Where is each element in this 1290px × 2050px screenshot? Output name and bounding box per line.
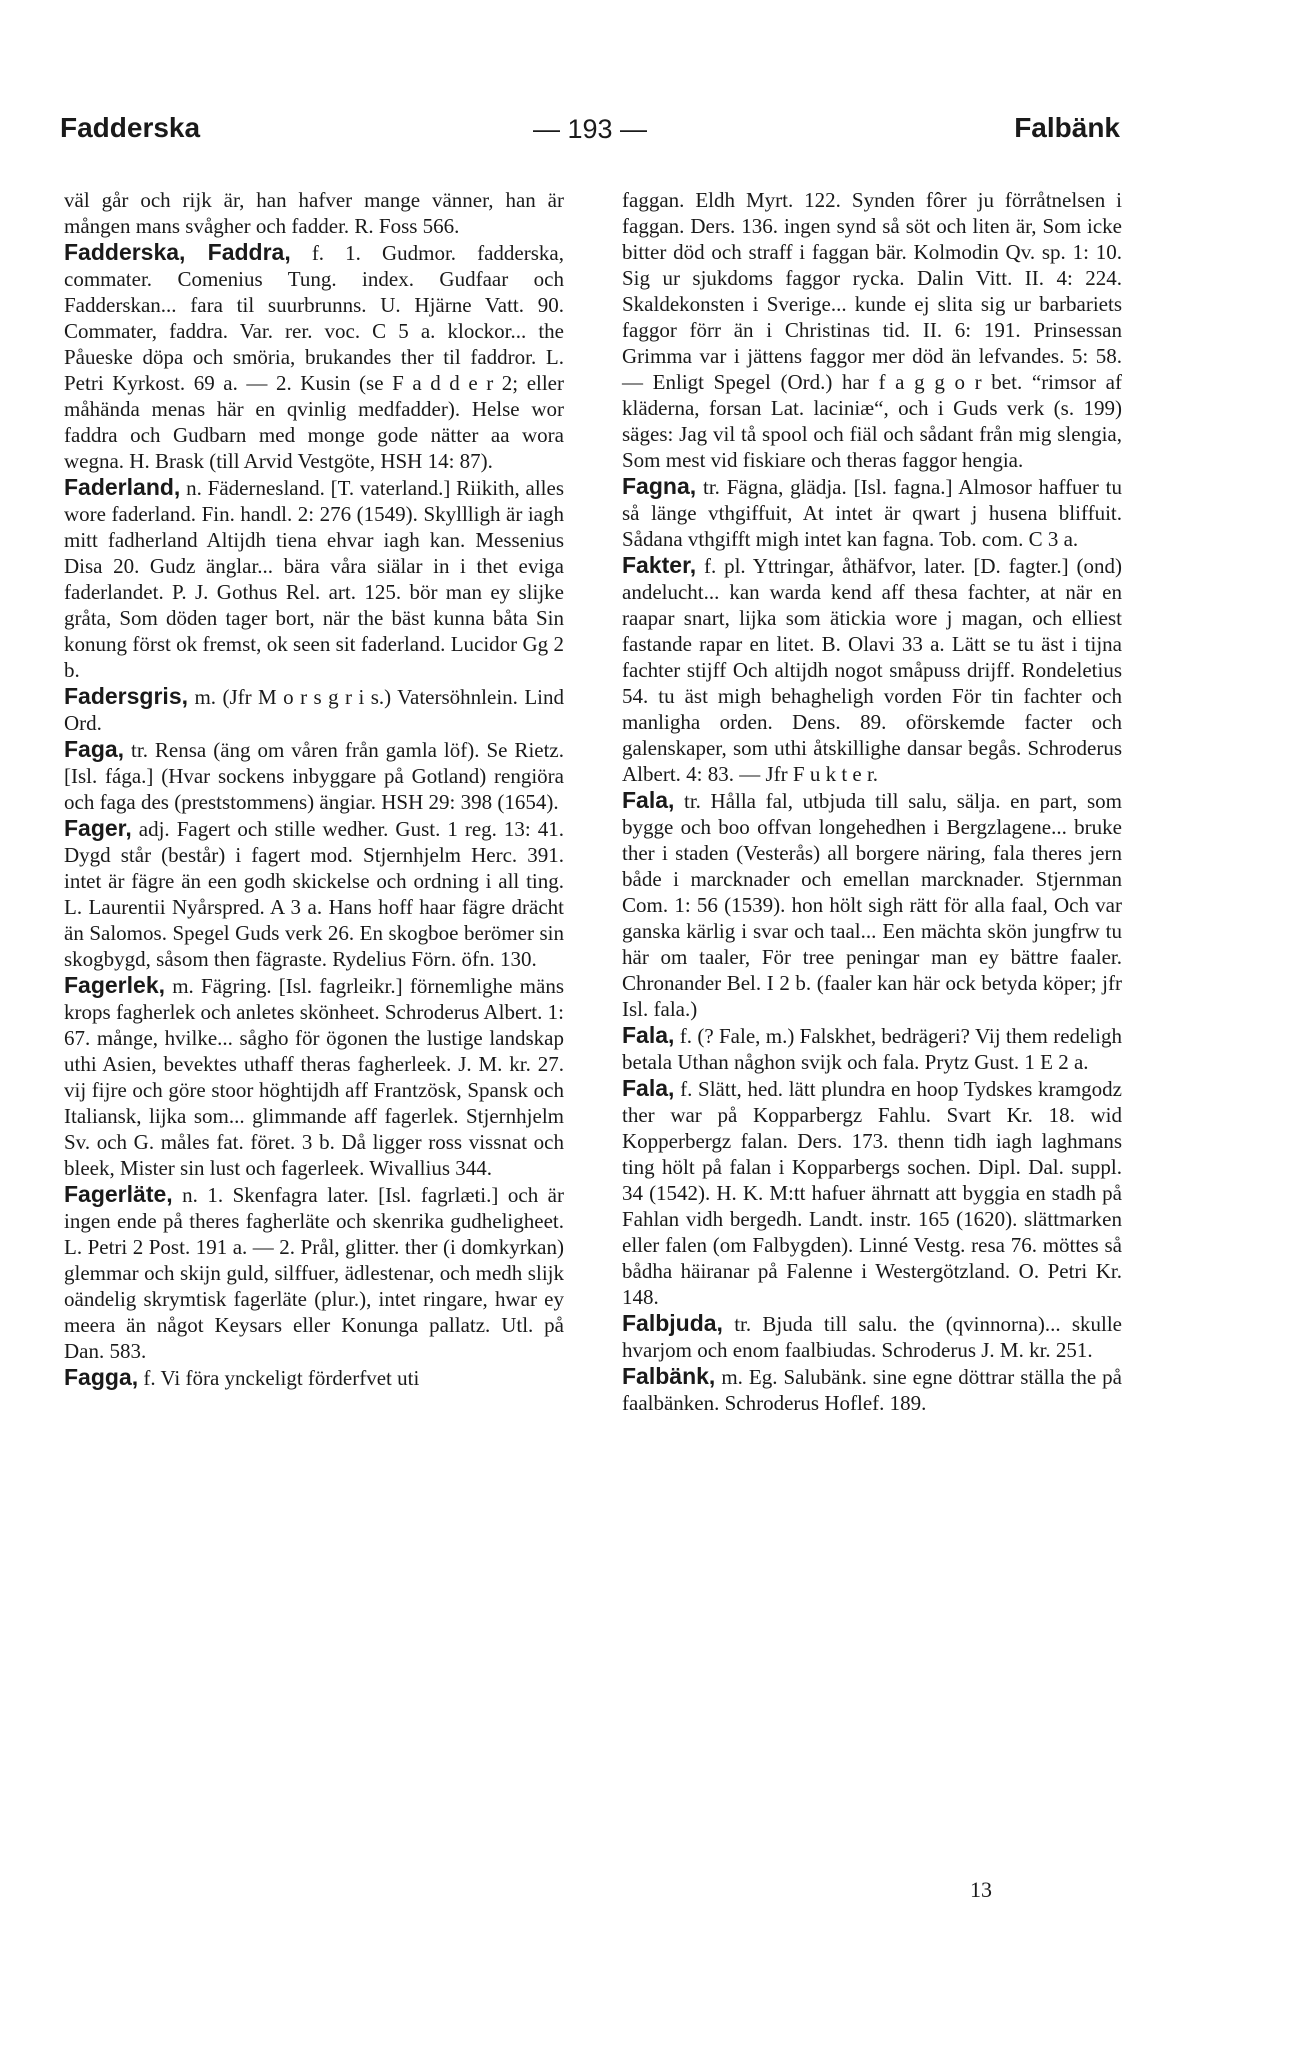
header-left-guideword: Fadderska <box>60 112 201 143</box>
entry-text: faggan. Eldh Myrt. 122. Synden fôrer ju förråtnelsen i faggan. Ders. 136. ingen synd så söt och liten är, Som icke bitter död och straff i faggan bär. Kolmodin Qv. sp. 1: 10. Sig ur sjukdoms faggor rycka. Dalin Vitt. II. 4: 224. Skaldekonsten i Sverige... kunde ej slita sig ur barbariets faggor förr än i Christinas tid. II. 6: 191. Prinsessan Grimma var i jättens faggor mer död än lefvandes. 5: 58. — Enligt Spegel (Ord.) har f a g g o r bet. “rimsor af kläderna, forsan Lat. laciniæ“, och i Guds verk (s. 199) säges: Jag vil tå spool och fiäl och sådant från mig slengia, Som mest vid fiskiare och theras faggor hengia. <box>622 188 1122 472</box>
entry-text: n. 1. Skenfagra later. [Isl. fagrlæti.] och är ingen ende på theres fagherläte och skenrika gudheligheet. L. Petri 2 Post. 191 a. — 2. Prål, glitter. ther (i domkyrkan) glemmar och skijn guld, silffuer, ädlestenar, och medh slijk oändelig skrymtisk fagerläte (plur.), intet ringare, hwar ey meera än något Keysars eller Konunga pallatz. Utl. på Dan. 583. <box>64 1183 564 1363</box>
headword: Falbänk, <box>622 1363 716 1389</box>
headword: Fagerlek, <box>64 972 165 998</box>
headword: Fagna, <box>622 473 697 499</box>
headword: Faga, <box>64 736 125 762</box>
headword: Fakter, <box>622 552 697 578</box>
entry <box>64 736 564 815</box>
page-number: — 193 — <box>532 114 648 144</box>
entry <box>64 239 564 474</box>
running-header <box>60 112 1120 152</box>
entry <box>64 186 564 239</box>
signature-mark: 13 <box>970 1877 992 1902</box>
entry-text: m. Fägring. [Isl. fagrleikr.] förnemlighe mäns krops fagherlek och anletes skönheet. Schroderus Albert. 1: 67. månge, hvilke... sågho för ögonen the lustige landskap uthi Asien, bevektes uthaff theras fagherleek. J. M. kr. 27. vij fijre och göre stoor höghtijdh aff Frantzösk, Spansk och Italiansk, lijka som... glimmande aff fagerlek. Stjernhjelm Sv. och G. måles fat. föret. 3 b. Då ligger ross vissnat och bleek, Mister sin lust och fagerleek. Wivallius 344. <box>64 974 564 1180</box>
entry <box>64 815 564 972</box>
entry-text: f. pl. Yttringar, åthäfvor, later. [D. fagter.] (ond) andelucht... kan warda kend aff thesa fachter, at när en raapar snart, lijka som ätickia wore j magan, och elliest fastande rapar en litet. B. Olavi 33 a. Lätt se tu äst i tijna fachter stijff Och altijdh nogot småpuss drijff. Rondeletius 54. tu äst migh behagheligh vorden För tin fachter och manligha orden. Dens. 89. oförskemde facter och galenskaper, som uthi åtskillighe dansar begås. Schroderus Albert. 4: 83. — Jfr F u k t e r. <box>622 554 1122 786</box>
entry <box>622 473 1122 552</box>
header-right-guideword: Falbänk <box>1014 112 1120 143</box>
entry-text: f. Slätt, hed. lätt plundra en hoop Tydskes kramgodz ther war på Kopparbergz Fahlu. Svart Kr. 18. wid Kopperbergz falan. Ders. 173. thenn tidh iagh laghmans ting hölt på falan i Kopparbergs sochen. Dipl. Dal. suppl. 34 (1542). H. K. M:tt hafuer ährnatt att byggia en stadh på Fahlan vidh bergedh. Landt. instr. 165 (1620). slättmarken eller falen (om Falbygden). Linné Vestg. resa 76. möttes så bådha häiranar på Falenne i Westergötzland. O. Petri Kr. 148. <box>622 1077 1123 1309</box>
entry-text: f. 1. Gudmor. fadderska, commater. Comenius Tung. index. Gudfaar och Fadderskan... fara til suurbrunns. U. Hjärne Vatt. 90. Commater, faddra. Var. rer. voc. C 5 a. klockor... the Påueske döpa och smöria, brukandes ther til faddror. L. Petri Kyrkost. 69 a. — 2. Kusin (se F a d d e r 2; eller måhända menas här en qvinlig medfadder). Helse wor faddra och Gudbarn med monge gode nätter aa wora wegna. H. Brask (till Arvid Vestgöte, HSH 14: 87). <box>64 241 564 473</box>
headword: Fadersgris, <box>64 683 188 709</box>
entry <box>64 1181 564 1364</box>
entry <box>622 787 1122 1022</box>
entry <box>622 186 1122 473</box>
left-column <box>64 186 564 1391</box>
entry-text: f. Vi föra ynckeligt förderfvet uti <box>143 1366 420 1390</box>
entry <box>622 1310 1122 1363</box>
entry-text: n. Fädernesland. [T. vaterland.] Riikith, alles wore faderland. Fin. handl. 2: 276 (1549). Skyllligh är iagh mitt fadherland Altijdh tiena ehvar iagh kan. Messenius Disa 20. Gudz änglar... bära våra siälar in i thet eviga faderlandet. P. J. Gothus Rel. art. 125. bör man ey slijke gråta, Som döden tager bort, när the bäst kunna båta Sin konung först ok fremst, ok seen sit faderland. Lucidor Gg 2 b. <box>64 476 565 682</box>
entry-text: väl går och rijk är, han hafver mange vänner, han är mången mans svågher och fadder. R. Foss 566. <box>64 188 564 238</box>
entry <box>64 683 564 736</box>
headword: Faderland, <box>64 474 181 500</box>
right-column <box>622 186 1122 1416</box>
entry-text: tr. Rensa (äng om våren från gamla löf). Se Rietz. [Isl. fága.] (Hvar sockens inbyggare på Gotland) rengiöra och faga des (preststommens) ängiar. HSH 29: 398 (1654). <box>64 738 565 814</box>
entry-text: tr. Fägna, glädja. [Isl. fagna.] Almosor haffuer tu så länge vthgiffuit, At intet är qwart j husena bliffuit. Sådana vthgifft migh intet kan fagna. Tob. com. C 3 a. <box>622 475 1123 551</box>
entry-text: tr. Hålla fal, utbjuda till salu, sälja. en part, som bygge och boo offvan longehedhen i Bergzlagene... bruke ther i staden (Vesterås) all borgere näring, fala theres jern både i marcknader och emellan marcknader. Stjernman Com. 1: 56 (1539). hon hölt sigh rätt för alla faal, Och var ganska kärlig i svar och taal... Een mächta skön jungfrw tu här om taaler, För tree peningar man ey bättre faaler. Chronander Bel. I 2 b. (faaler kan här ock betyda köper; jfr Isl. fala.) <box>622 789 1122 1021</box>
headword: Fagerläte, <box>64 1181 173 1207</box>
headword: Fadderska, Faddra, <box>64 239 291 265</box>
headword: Fager, <box>64 815 132 841</box>
entry-text: m. Eg. Salubänk. sine egne döttrar ställa the på faalbänken. Schroderus Hoflef. 189. <box>622 1365 1123 1415</box>
entry <box>64 1364 564 1391</box>
entry <box>622 1363 1122 1416</box>
entry-text: m. (Jfr M o r s g r i s.) Vatersöhnlein. Lind Ord. <box>64 685 564 735</box>
headword: Fala, <box>622 1075 675 1101</box>
entry <box>622 1022 1122 1075</box>
entry <box>622 1075 1122 1310</box>
entry-text: f. (? Fale, m.) Falskhet, bedrägeri? Vij them redeligh betala Uthan någhon svijk och fala. Prytz Gust. 1 E 2 a. <box>622 1024 1123 1074</box>
headword: Fala, <box>622 787 675 813</box>
headword: Fagga, <box>64 1364 139 1390</box>
headword: Falbjuda, <box>622 1310 723 1336</box>
entry <box>64 474 564 683</box>
headword: Fala, <box>622 1022 675 1048</box>
entry-text: tr. Bjuda till salu. the (qvinnorna)... skulle hvarjom och enom faalbiudas. Schroderus J. M. kr. 251. <box>622 1312 1122 1362</box>
entry <box>64 972 564 1181</box>
entry <box>622 552 1122 787</box>
entry-text: adj. Fagert och stille wedher. Gust. 1 reg. 13: 41. Dygd står (består) i fagert mod. Stjernhjelm Herc. 391. intet är fägre än een godh skickelse och ordning i all ting. L. Laurentii Nyårspred. A 3 a. Hans hoff haar fägre drächt än Salomos. Spegel Guds verk 26. En skogboe berömer sin skogbygd, såsom then fägraste. Rydelius Förn. öfn. 130. <box>64 817 565 971</box>
